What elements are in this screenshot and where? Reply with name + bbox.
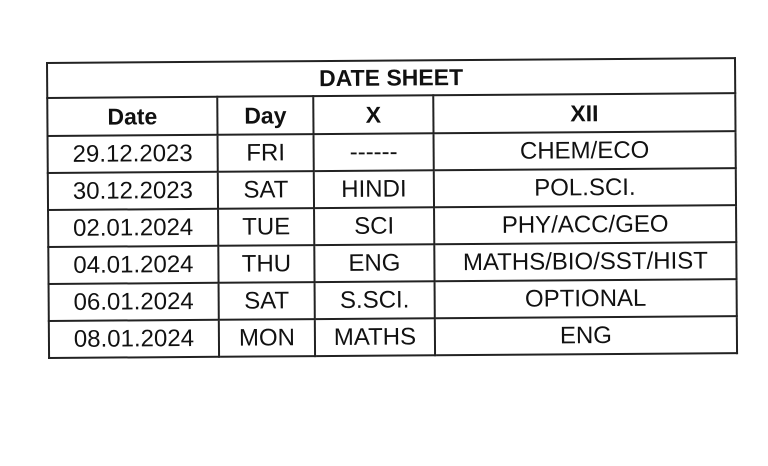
class-xii-subject-cell: CHEM/ECO <box>434 131 736 170</box>
table-row <box>48 168 736 210</box>
date-sheet-document <box>46 57 738 359</box>
column-header-day: Day <box>217 96 313 135</box>
class-xii-subject-cell: ENG <box>435 316 737 355</box>
column-header-class-x: X <box>313 95 433 134</box>
date-cell: 08.01.2024 <box>49 320 219 358</box>
date-cell: 30.12.2023 <box>48 172 218 210</box>
class-xii-subject-cell: MATHS/BIO/SST/HIST <box>434 242 736 281</box>
day-cell: FRI <box>218 134 314 172</box>
table-row <box>49 316 737 358</box>
day-cell: THU <box>218 245 314 283</box>
day-cell: SAT <box>219 282 315 320</box>
column-header-class-xii: XII <box>433 93 735 133</box>
class-xii-subject-cell: OPTIONAL <box>435 279 737 318</box>
table-row <box>48 205 736 247</box>
table-row <box>49 279 737 321</box>
date-cell: 02.01.2024 <box>48 209 218 247</box>
date-cell: 29.12.2023 <box>48 135 218 173</box>
class-xii-subject-cell: PHY/ACC/GEO <box>434 205 736 244</box>
title-row <box>47 58 735 98</box>
class-x-subject-cell: SCI <box>314 207 434 245</box>
class-x-subject-cell: ENG <box>314 244 434 282</box>
date-cell: 06.01.2024 <box>49 283 219 321</box>
date-cell: 04.01.2024 <box>48 246 218 284</box>
day-cell: TUE <box>218 208 314 246</box>
sheet-title: DATE SHEET <box>47 58 735 98</box>
class-x-subject-cell: ------ <box>314 133 434 171</box>
table-row <box>48 131 736 173</box>
table-row <box>48 242 736 284</box>
day-cell: SAT <box>218 171 314 209</box>
class-x-subject-cell: MATHS <box>315 318 435 356</box>
column-header-date: Date <box>47 97 217 136</box>
header-row <box>47 93 735 136</box>
class-x-subject-cell: S.SCI. <box>315 281 435 319</box>
class-xii-subject-cell: POL.SCI. <box>434 168 736 207</box>
day-cell: MON <box>219 319 315 357</box>
date-sheet-table <box>46 57 738 359</box>
class-x-subject-cell: HINDI <box>314 170 434 208</box>
